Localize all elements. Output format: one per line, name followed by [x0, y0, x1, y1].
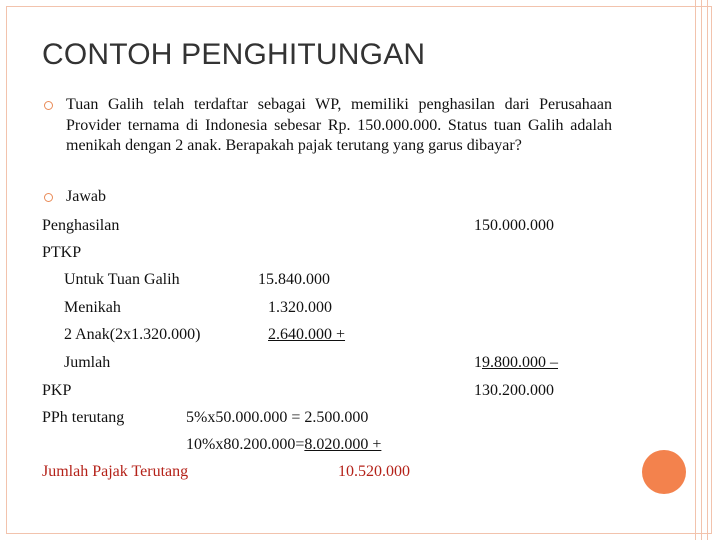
income-label: Penghasilan [42, 217, 120, 234]
ptkp-label: PTKP [42, 244, 82, 261]
total-tax-label: Jumlah Pajak Terutang [42, 463, 189, 480]
ptkp-married-value: 1.320.000 [268, 299, 332, 316]
pph-tier1: 5%x50.000.000 = 2.500.000 [186, 409, 369, 426]
ptkp-total-value [474, 354, 558, 372]
ptkp-total-value-lead: 1 [474, 354, 482, 371]
answer-label: Jawab [66, 188, 106, 205]
pkp-label: PKP [42, 382, 72, 399]
ptkp-married-label: Menikah [64, 299, 121, 316]
right-border-line-2 [701, 0, 702, 540]
pkp-value: 130.200.000 [474, 382, 554, 399]
right-border-line-1 [695, 0, 696, 540]
right-border-line-3 [707, 0, 708, 540]
income-value: 150.000.000 [474, 217, 554, 234]
total-tax-value: 10.520.000 [338, 463, 410, 480]
ptkp-self-label: Untuk Tuan Galih [64, 271, 180, 288]
ptkp-self-value: 15.840.000 [258, 271, 330, 288]
pph-tier2 [186, 436, 381, 454]
slide-title: CONTOH PENGHITUNGAN [42, 38, 426, 71]
question-text: Tuan Galih telah terdaftar sebagai WP, memiliki penghasilan dari Perusahaan Provider ternama di Indonesia sebesar Rp. 150.000.000. Status tuan Galih adalah menikah dengan 2 anak. Berapakah pajak terutang yang garus dibayar? [66, 96, 612, 154]
slide-border [6, 6, 712, 534]
pph-tier2-underlined: 8.020.000 + [304, 436, 382, 453]
ptkp-children-label: 2 Anak(2x1.320.000) [64, 326, 201, 343]
pph-label: PPh terutang [42, 409, 125, 426]
decorative-circle [642, 450, 686, 494]
bullet-icon [44, 193, 53, 202]
ptkp-children-value: 2.640.000 + [268, 326, 346, 343]
ptkp-total-value-underlined: 9.800.000 – [482, 354, 558, 371]
bullet-icon [44, 101, 53, 110]
ptkp-total-label: Jumlah [64, 354, 111, 371]
pph-tier2-lead: 10%x80.200.000= [186, 436, 305, 453]
